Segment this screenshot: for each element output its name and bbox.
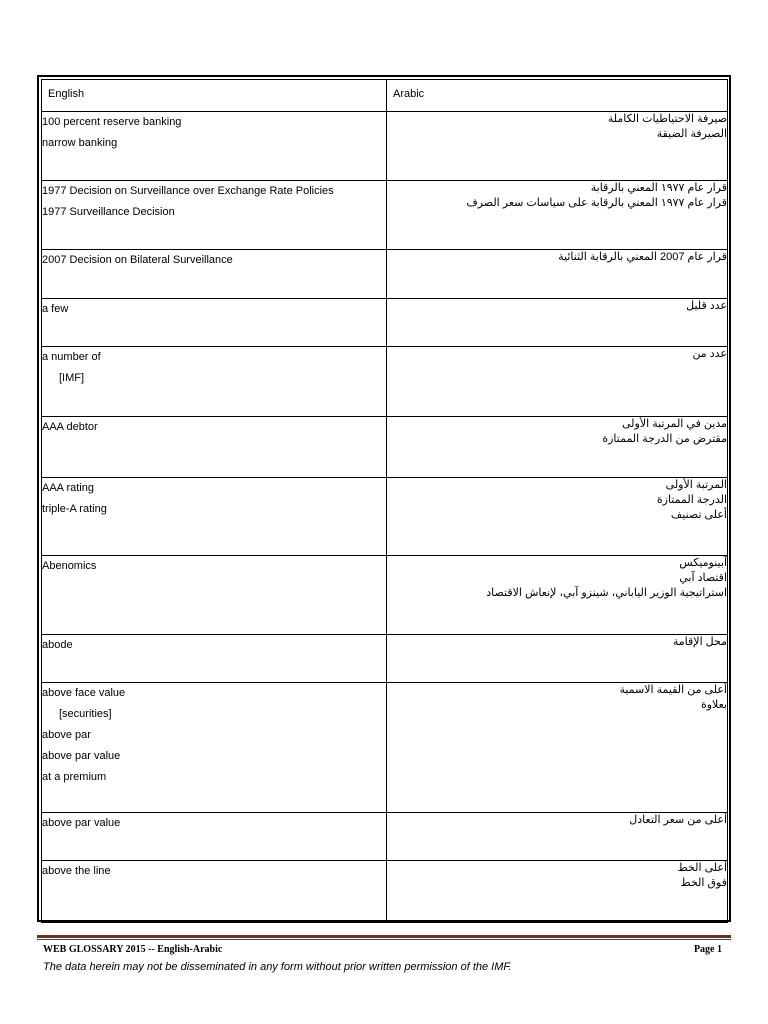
table-row — [42, 635, 728, 683]
arabic-term: محل الإقامة — [672, 636, 727, 648]
arabic-term: الصيرفة الضيقة — [656, 128, 727, 140]
arabic-term-cell — [387, 181, 728, 250]
arabic-term: مقترض من الدرجة الممتازة — [602, 433, 727, 445]
english-term: triple-A rating — [42, 503, 107, 515]
arabic-term: فوق الخط — [680, 877, 727, 889]
footer-title: WEB GLOSSARY 2015 -- English-Arabic — [43, 944, 223, 955]
english-term: above face value — [42, 687, 126, 699]
arabic-term: قرار عام ١٩٧٧ المعني بالرقابة على سياسات سعر الصرف — [466, 197, 727, 209]
english-term-cell — [42, 861, 387, 923]
english-term: AAA debtor — [42, 421, 98, 433]
table-row — [42, 347, 728, 417]
table-row — [42, 861, 728, 923]
english-term-cell — [42, 112, 387, 181]
english-term-cell — [42, 683, 387, 813]
arabic-term: عدد من — [692, 348, 727, 360]
arabic-term: أعلى الخط — [677, 862, 727, 874]
footer-page-number: Page 1 — [693, 944, 722, 955]
arabic-term-cell — [387, 347, 728, 417]
english-term: above par — [42, 729, 91, 741]
arabic-term: صيرفة الاحتياطيات الكاملة — [607, 113, 727, 125]
footer-rule-thin — [37, 939, 731, 940]
english-term: [IMF] — [59, 372, 85, 384]
english-term: Abenomics — [42, 560, 97, 572]
arabic-term: بعلاوة — [700, 699, 727, 711]
arabic-term-cell — [387, 250, 728, 299]
arabic-term-cell — [387, 683, 728, 813]
english-term: 2007 Decision on Bilateral Surveillance — [42, 254, 233, 266]
table-row — [42, 683, 728, 813]
arabic-term: أعلى تصنيف — [670, 509, 727, 521]
table-row — [42, 813, 728, 861]
arabic-term: قرار عام ١٩٧٧ المعني بالرقابة — [590, 182, 727, 194]
table-row — [42, 181, 728, 250]
footer-rule — [37, 935, 731, 938]
arabic-term: الدرجة الممتازة — [656, 494, 727, 506]
english-term: [securities] — [59, 708, 112, 720]
english-term: 1977 Decision on Surveillance over Exchange Rate Policies — [42, 185, 334, 197]
arabic-term: عدد قليل — [686, 300, 727, 312]
arabic-term-cell — [387, 478, 728, 556]
arabic-term-cell — [387, 813, 728, 861]
arabic-term: قرار عام 2007 المعني بالرقابة الثنائية — [558, 251, 727, 263]
english-term: narrow banking — [42, 137, 118, 149]
arabic-term-cell — [387, 417, 728, 478]
english-term-cell — [42, 813, 387, 861]
arabic-term: اقتصاد آبي — [679, 572, 727, 584]
english-term-cell — [42, 417, 387, 478]
english-term-cell — [42, 250, 387, 299]
english-term: 100 percent reserve banking — [42, 116, 182, 128]
arabic-term: مدين في المرتبة الأولى — [622, 418, 727, 430]
english-term: a number of — [42, 351, 101, 363]
footer-notice: The data herein may not be disseminated in any form without prior written permission of the IMF. — [43, 961, 512, 973]
table-row — [42, 417, 728, 478]
english-term-cell — [42, 299, 387, 347]
english-term: above par value — [42, 750, 121, 762]
english-term-cell — [42, 347, 387, 417]
glossary-table-frame — [37, 75, 731, 922]
table-row — [42, 478, 728, 556]
arabic-term-cell — [387, 112, 728, 181]
arabic-term-cell — [387, 556, 728, 635]
english-term: AAA rating — [42, 482, 94, 494]
header-arabic: Arabic — [387, 80, 728, 112]
english-term: 1977 Surveillance Decision — [42, 206, 175, 218]
arabic-term-cell — [387, 635, 728, 683]
english-term: abode — [42, 639, 73, 651]
english-term-cell — [42, 181, 387, 250]
table-header-row — [42, 80, 728, 112]
arabic-term: أعلى من القيمة الاسمية — [619, 684, 727, 696]
english-term: above par value — [42, 817, 121, 829]
header-english: English — [42, 80, 387, 112]
table-row — [42, 112, 728, 181]
english-term-cell — [42, 635, 387, 683]
english-term-cell — [42, 478, 387, 556]
arabic-term: استراتيجية الوزير الياباني، شينزو آبي، لإنعاش الاقتصاد — [486, 587, 727, 599]
arabic-term: آبينوميكس — [679, 557, 727, 569]
arabic-term: أعلى من سعر التعادل — [629, 814, 727, 826]
table-row — [42, 556, 728, 635]
arabic-term: المرتبة الأولى — [665, 479, 727, 491]
table-row — [42, 299, 728, 347]
arabic-term-cell — [387, 299, 728, 347]
english-term: above the line — [42, 865, 111, 877]
english-term: at a premium — [42, 771, 107, 783]
table-row — [42, 250, 728, 299]
glossary-table — [41, 79, 728, 923]
english-term: a few — [42, 303, 69, 315]
english-term-cell — [42, 556, 387, 635]
arabic-term-cell — [387, 861, 728, 923]
